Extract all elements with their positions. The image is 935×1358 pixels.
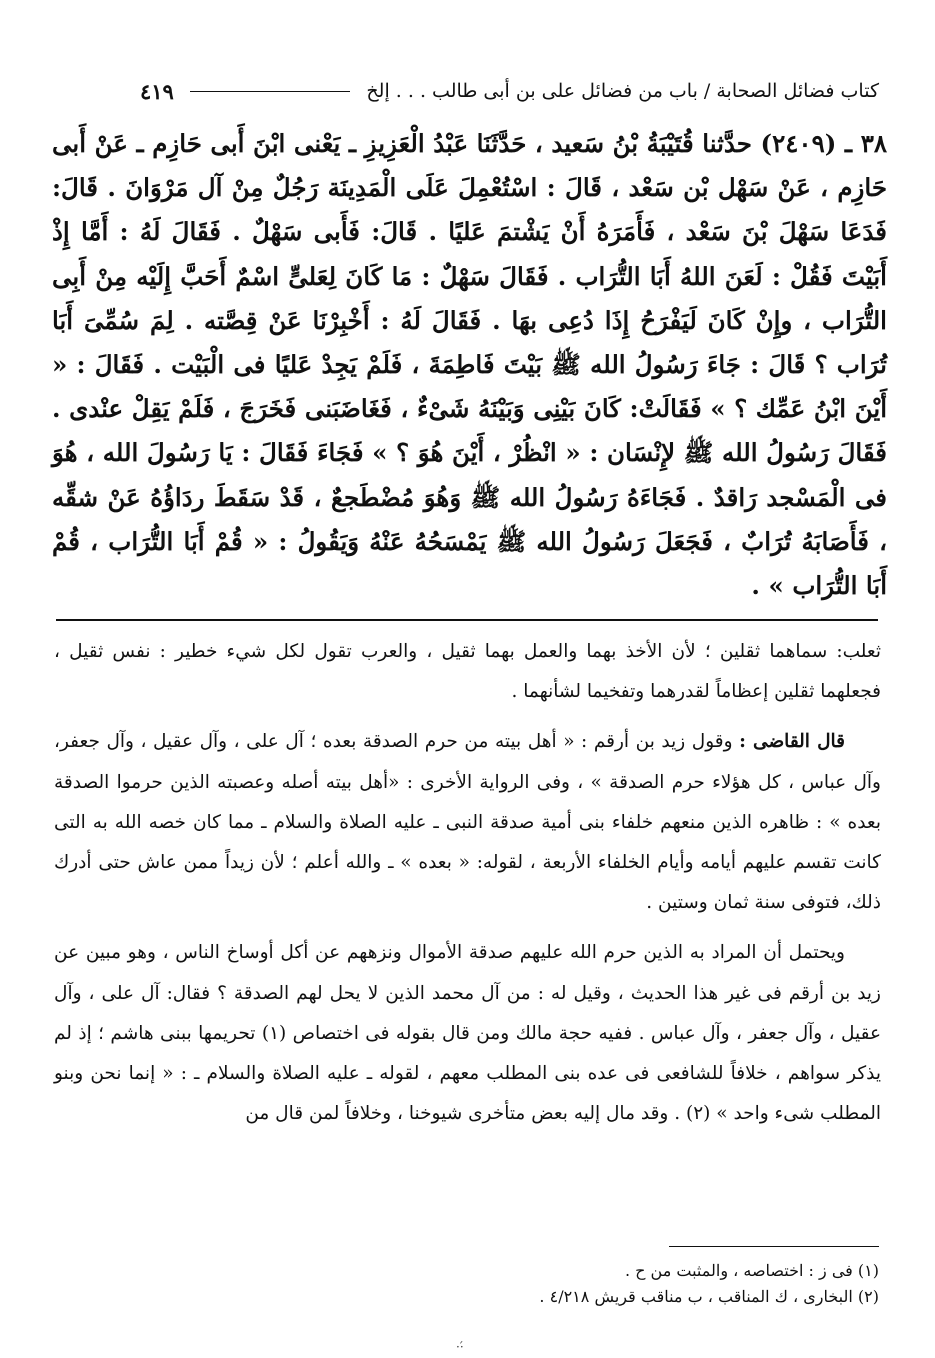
header-title: كتاب فضائل الصحابة / باب من فضائل على بن أبى طالب . . . إلخ [366, 80, 879, 102]
hadith-block [52, 122, 887, 608]
footnote-divider [669, 1246, 879, 1247]
page-number: ٤١٩ [140, 78, 174, 104]
commentary-block [54, 632, 881, 1134]
section-divider [56, 619, 878, 621]
hadith-paragraph [52, 122, 887, 608]
commentary-paragraph-3: ويحتمل أن المراد به الذين حرم الله عليهم صدقة الأموال ونزههم عن أكل أوساخ الناس ، وهو مبين عن زيد بن أرقم فى غير هذا الحديث ، وقيل له : من آل محمد الذين لا يحل لهم الصدقة ؟ فقال: آل على ، وآل عقيل ، وآل جعفر ، وآل عباس . ففيه حجة مالك ومن قال بقوله فى اختصاص (١) تحريمها ببنى هاشم ؛ إذ لم يذكر سواهم ، خلافاً للشافعى فى عده بنى المطلب معهم ، لقوله ـ عليه الصلاة والسلام ـ : « إنما نحن وبنو المطلب شىء واحد » (٢) . وقد مال إليه بعض متأخرى شيوخنا ، وخلافاً لمن قال من [54, 942, 881, 1125]
header-rule [190, 91, 351, 92]
commentary-speaker: قال القاضى : [739, 731, 845, 753]
footnote-1: (١) فى ز : اختصاصه ، والمثبت من ح . [624, 1261, 879, 1280]
commentary-paragraph-1: ثعلب: سماهما ثقلين ؛ لأن الأخذ بهما والعمل بهما ثقيل ، والعرب تقول لكل شيء خطير : نفس ثقيل ، فجعلهما ثقلين إعظاماً لقدرهما وتفخيما لشأنهما . [54, 641, 881, 703]
bottom-print-mark: ·́· [456, 1340, 464, 1354]
hadith-text: حدَّثنا قُتَيْبَةُ بْنُ سَعيد ، حَدَّثَنَا عَبْدُ الْعَزِيزِ ـ يَعْنى ابْنَ أَبى حَازِم ـ عَنْ أَبى حَازِم ، عَنْ سَهْل بْن سَعْد ، قَالَ : اسْتُعْمِلَ عَلَى الْمَدِينَة رَجُلٌ مِنْ آل مَرْوَانَ . قَالَ: فَدَعَا سَهْلَ بْنَ سَعْد ، فَأَمَرَهُ أَنْ يَشْتمَ عَليًا . قَالَ: فَأَبى سَهْلٌ . فَقَالَ لَهُ : أَمَّا إِذْ أَبَيْتَ فَقُلْ : لَعَنَ اللهُ أَبَا التُّرَاب . فَقَالَ سَهْلٌ : مَا كَانَ لِعَلىٍّ اسْمٌ أَحَبَّ إِلَيْه مِنْ أَبِى التُّرَاب ، وإِنْ كَانَ لَيَفْرَحُ إِذَا دُعِى بهَا . فَقَالَ لَهُ : أَخْبِرْنَا عَنْ قِصَّته . لِمَ سُمِّىَ أَبَا تُرَاب ؟ قَالَ : جَاءَ رَسُولُ الله ﷺ بَيْتَ فَاطِمَةَ ، فَلَمْ يَجِدْ عَليًا فى الْبَيْت . فَقَالَ : « أَيْنَ ابْنُ عَمِّك ؟ » فَقَالَتْ: كَانَ بَيْنِى وَبَيْنَهُ شَىْءٌ ، فَغَاضَبَنى فَخَرَجَ ، فَلَمْ يَقِلْ عنْدى . فَقَالَ رَسُولُ الله ﷺ لإِنْسَان : « انْظُرْ ، أَيْنَ هُوَ ؟ » فَجَاءَ فَقَالَ : يَا رَسُولَ الله ، هُوَ فى الْمَسْجد رَاقدٌ . فَجَاءَهُ رَسُولُ الله ﷺ وَهُوَ مُضْطَجعٌ ، قَدْ سَقَطَ ردَاؤُهُ عَنْ شقِّه ، فَأَصَابَهُ تُرَابٌ ، فَجَعَلَ رَسُولُ الله ﷺ يَمْسَحُهُ عَنْهُ وَيَقُولُ : « قُمْ أَبَا التُّرَاب ، قُمْ أَبَا التُّرَاب » . [52, 129, 887, 601]
running-header [140, 74, 879, 108]
footnote-2: (٢) البخارى ، ك المناقب ، ب مناقب قريش ٤/٢١٨ . [539, 1287, 879, 1306]
footnotes [120, 1258, 879, 1310]
commentary-paragraph-2 [54, 722, 881, 923]
hadith-number: ٣٨ ـ (٢٤٠٩) [760, 129, 888, 158]
commentary-paragraph-2-text: وقول زيد بن أرقم : « أهل بيته من حرم الصدقة بعده ؛ آل على ، وآل عقيل ، وآل جعفر، وآل عباس ، كل هؤلاء حرم الصدقة » ، وفى الرواية الأخرى : «أهل بيته أصله وعصبته الذين حرموا الصدقة بعده » : ظاهره الذين منعهم خلفاء بنى أمية صدقة النبى ـ عليه الصلاة والسلام ـ مما كان خصه الله به التى كانت تقسم عليهم أيامه وأيام الخلفاء الأربعة ، لقوله: « بعده » ـ والله أعلم ؛ لأن زيداً ممن عاش حتى أدرك ذلك، فتوفى سنة ثمان وستين . [54, 731, 881, 914]
